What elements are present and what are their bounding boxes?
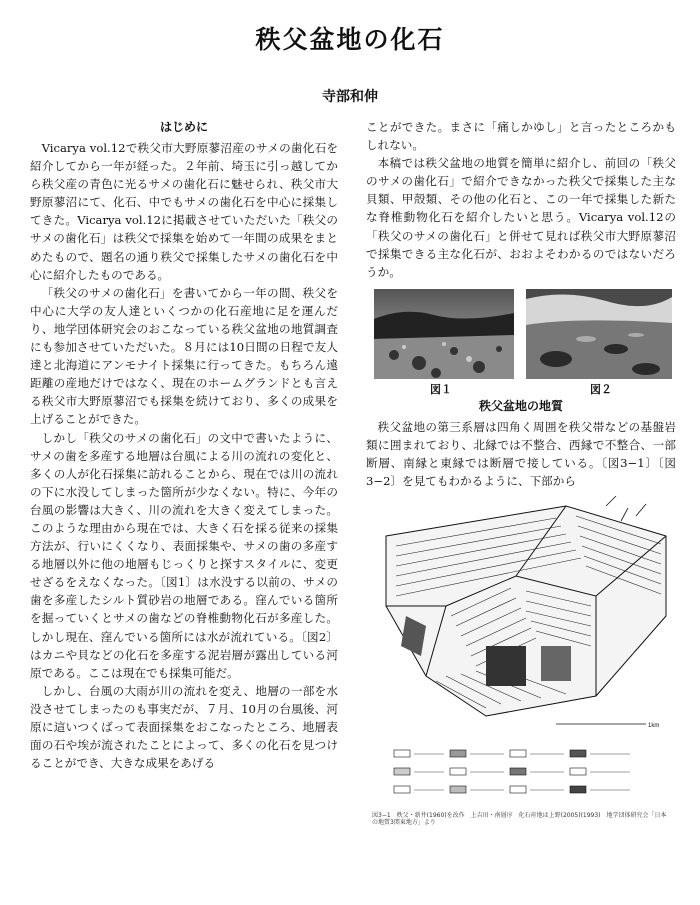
figure-3-1-caption: 図3−1 秩父・新井(1960)を改作 上吉田・南層序 化石産地は上野(2005)(1993) 地学団体研究会「日本の地質3関東地方」より (372, 812, 667, 827)
svg-text:1km: 1km (648, 723, 660, 730)
figure-1-caption: 図１ (430, 382, 452, 396)
paragraph: Vicarya vol.12で秩父市大野原蓼沼産のサメの歯化石を紹介してから一年が経った。２年前、埼玉に引っ越してから秩父産の青色に光るサメの歯化石に魅せられ、秩父市大野原蓼沼にて、化石、中でもサメの歯化石を中心に採集してきた。Vicarya vol.12に掲載させていただいた「秩父のサメの歯化石」は秩父で採集を始めて一年間の成果をまとめたもので、題名の通り秩父で採集したサメの歯化石を中心に紹介したものである。 (30, 141, 338, 282)
section-heading-intro: はじめに (159, 120, 208, 134)
figure-1-photo (374, 289, 514, 379)
right-column (366, 118, 676, 834)
article-title: 秩父盆地の化石 (255, 25, 445, 54)
author-name: 寺部和伸 (322, 89, 378, 105)
section-heading-geology: 秩父盆地の地質 (478, 398, 563, 413)
paragraph: しかし、台風の大雨が川の流れを変え、地層の一部を水没させてしまったのも事実だが、７月、10月の台風後、河原に這いつくばって表面採集をおこなったところ、地層表面の石や埃が流されたことによって、多くの化石を見つけることができ、大きな成果をあげる (30, 683, 338, 771)
left-column (30, 118, 338, 772)
figure-2-caption: 図２ (590, 382, 612, 396)
paragraph: しかし「秩父のサメの歯化石」の文中で書いたように、サメの歯を多産する地層は台風による川の流れの変化と、多くの人が化石採集に訪れることから、現在では川の流れの下に水没してしまった箇所が少なくない。特に、今年の台風の影響は大きく、川の流れを大きく変えてしまった。このような理由から現在では、大きく石を採る従来の採集方法が、行いにくくなり、表面採集や、サメの歯の多産する地層以外に他の地層もじっくりと探すスタイルに、変更せざるをえなくなった。〔図1〕は水没する以前の、サメの歯を多産したシルト質砂岩の地層である。窪んでいる箇所を掘っていくとサメの歯などの脊椎動物化石が多産した。しかし現在、窪んでいる箇所には水が流れている。〔図2〕はカニや貝などの化石を多産する泥岩層が露出している河原である。ここは現在でも採集可能だ。 (30, 430, 338, 680)
paragraph: 本稿では秩父盆地の地質を簡単に紹介し、前回の「秩父のサメの歯化石」で紹介できなかった秩父で採集した主な貝類、甲殻類、その他の化石と、この一年で採集した新たな脊椎動物化石を紹介したいと思う。Vicarya vol.12の「秩父のサメの歯化石」と併せて見れば秩父市大野原蓼沼で採集できる主な化石が、おおよそわかるのではないだろうか。 (366, 156, 676, 279)
paragraph: 秩父盆地の第三系層は四角く周囲を秩父帯などの基盤岩類に囲まれており、北縁では不整合、西縁で不整合、一部断層、南縁と東縁では断層で接している。〔図3−1〕〔図3−2〕を見てもわかるように、下部から (366, 419, 676, 489)
paragraph: ことができた。まさに「痛しかゆし」と言ったところかもしれない。 (366, 120, 676, 153)
geology-block-diagram (366, 496, 676, 834)
paragraph: 「秩父のサメの歯化石」を書いてから一年の間、秩父を中心に大学の友人達といくつかの化石産地に足を運んだり、地学団体研究会のおこなっている秩父盆地の地質調査にも参加させていただいた。８月には10日間の日程で友人達と北海道にアンモナイト採集に行ってきた。もちろん遠距離の産地だけではなく、現在のホームグランドとも言える秩父市大野原蓼沼でも採集を続けており、多くの成果を上げることができた。 (30, 285, 338, 427)
figure-2-photo (526, 289, 672, 379)
photo-row (366, 289, 676, 397)
